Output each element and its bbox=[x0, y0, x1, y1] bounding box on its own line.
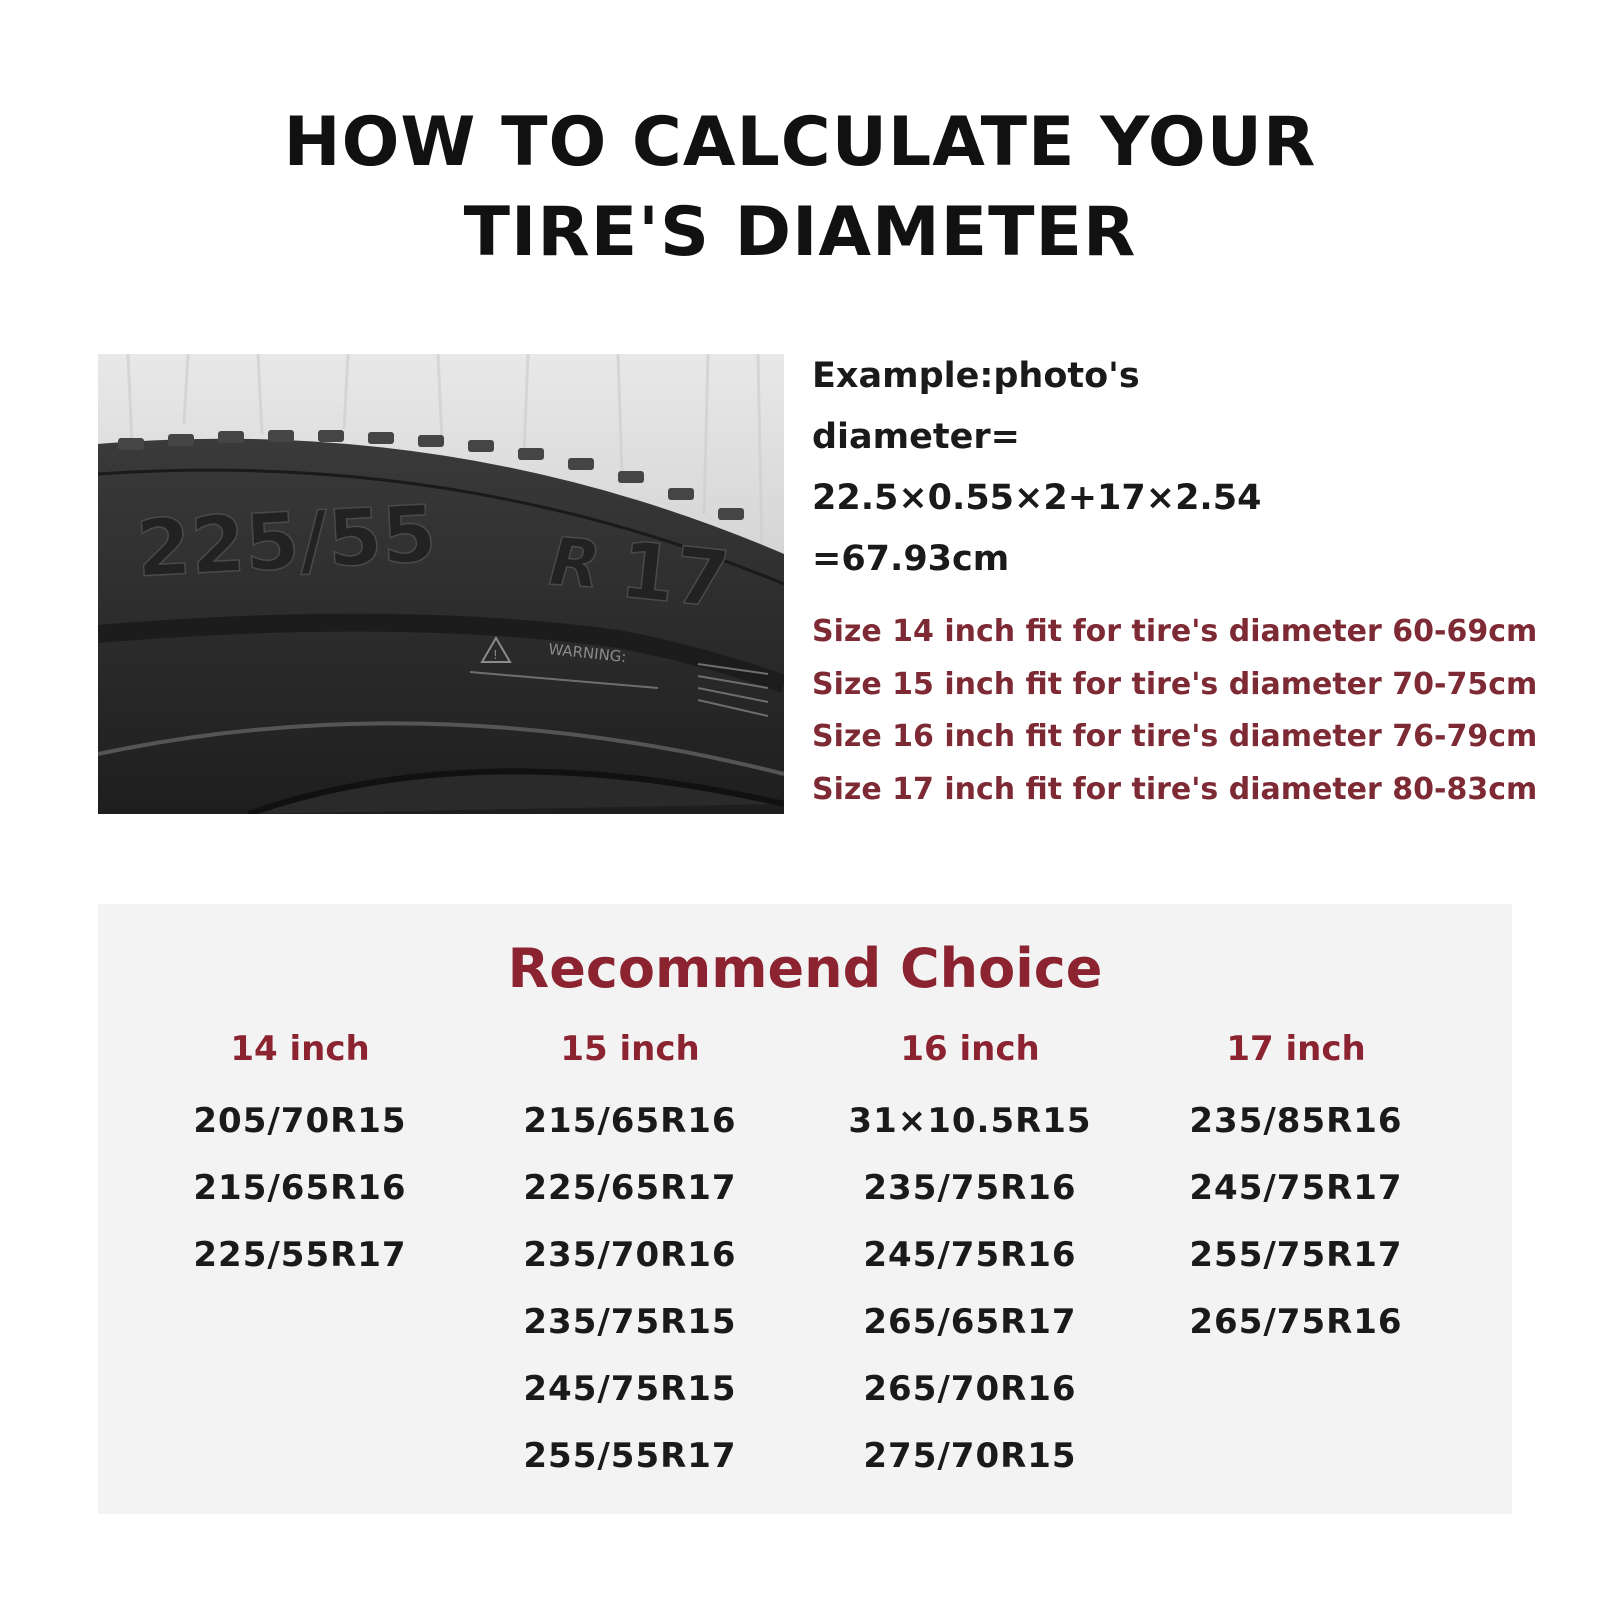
tire-size-item: 215/65R16 bbox=[523, 1101, 737, 1141]
tire-size-item: 275/70R15 bbox=[863, 1436, 1077, 1476]
fit-rule-17: Size 17 inch fit for tire's diameter 80-83cm bbox=[812, 771, 1538, 807]
size-fit-rules bbox=[812, 606, 1572, 816]
tire-size-item: 265/75R16 bbox=[1189, 1302, 1403, 1342]
fit-rule-15: Size 15 inch fit for tire's diameter 70-75cm bbox=[812, 666, 1538, 702]
tire-size-item: 255/55R17 bbox=[523, 1436, 737, 1476]
tire-size-item: 205/70R15 bbox=[193, 1101, 407, 1141]
example-line-1: Example:photo's bbox=[812, 356, 1140, 396]
tire-size-item: 255/75R17 bbox=[1189, 1235, 1403, 1275]
warning-text: WARNING: bbox=[547, 640, 628, 667]
tire-size-item: 235/85R16 bbox=[1189, 1101, 1403, 1141]
example-calculation bbox=[812, 346, 1532, 590]
title-line-2: TIRE'S DIAMETER bbox=[463, 193, 1137, 272]
sidewall-r-text: R bbox=[546, 523, 603, 604]
tire-size-item: 245/75R16 bbox=[863, 1235, 1077, 1275]
column-heading: 17 inch bbox=[1226, 1029, 1366, 1069]
tire-sidewall-photo bbox=[98, 354, 784, 814]
tire-size-item: 225/55R17 bbox=[193, 1235, 407, 1275]
tire-size-item: 225/65R17 bbox=[523, 1168, 737, 1208]
recommend-title: Recommend Choice bbox=[507, 937, 1103, 1000]
tire-size-item: 235/75R16 bbox=[863, 1168, 1077, 1208]
tire-size-item: 245/75R17 bbox=[1189, 1168, 1403, 1208]
tire-size-item: 31×10.5R15 bbox=[848, 1101, 1092, 1141]
example-line-4: =67.93cm bbox=[812, 539, 1010, 579]
example-line-2: diameter= bbox=[812, 417, 1020, 457]
column-heading: 14 inch bbox=[230, 1029, 370, 1069]
tire-size-item: 215/65R16 bbox=[193, 1168, 407, 1208]
example-line-3: 22.5×0.55×2+17×2.54 bbox=[812, 478, 1262, 518]
title-line-1: HOW TO CALCULATE YOUR bbox=[283, 103, 1317, 182]
tire-size-item: 235/70R16 bbox=[523, 1235, 737, 1275]
column-14-inch bbox=[150, 1024, 450, 1289]
svg-text:!: ! bbox=[493, 648, 498, 662]
sidewall-size-text: 225/55 bbox=[134, 489, 439, 595]
tire-size-item: 265/70R16 bbox=[863, 1369, 1077, 1409]
column-heading: 15 inch bbox=[560, 1029, 700, 1069]
column-16-inch bbox=[820, 1024, 1120, 1490]
tire-size-item: 235/75R15 bbox=[523, 1302, 737, 1342]
tire-size-item: 245/75R15 bbox=[523, 1369, 737, 1409]
recommend-panel bbox=[98, 904, 1512, 1514]
column-heading: 16 inch bbox=[900, 1029, 1040, 1069]
fit-rule-14: Size 14 inch fit for tire's diameter 60-69cm bbox=[812, 614, 1538, 649]
fit-rule-16: Size 16 inch fit for tire's diameter 76-79cm bbox=[812, 719, 1538, 754]
page-title bbox=[0, 98, 1600, 278]
tire-size-item: 265/65R17 bbox=[863, 1302, 1077, 1342]
sidewall-rim-text: 17 bbox=[616, 525, 734, 627]
column-17-inch bbox=[1146, 1024, 1446, 1356]
column-15-inch bbox=[480, 1024, 780, 1490]
